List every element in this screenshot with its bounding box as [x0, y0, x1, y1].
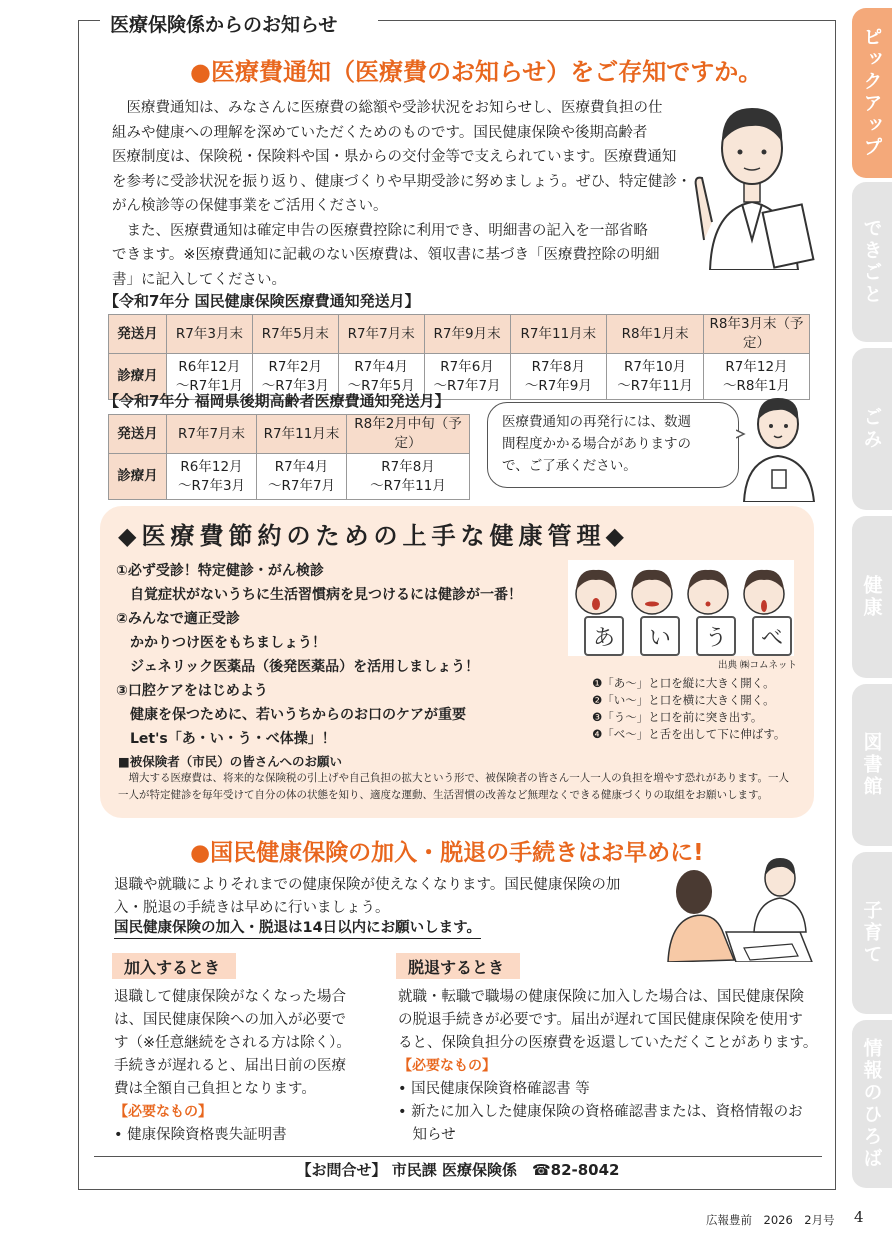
leave-need-label: 【必要なもの】 — [398, 1058, 496, 1074]
tab-info[interactable] — [852, 1020, 892, 1188]
leave-need-item: • 新たに加入した健康保険の資格確認書または、資格情報のお — [398, 1104, 803, 1120]
notice-line: がん検診等の保健事業をご活用ください。 — [112, 198, 388, 214]
notice-line: 医療制度は、保険税・保険料や国・県からの交付金等で支えられています。医療費通知 — [112, 149, 677, 165]
aiube-letter: あ — [584, 616, 624, 656]
leave-line: 就職・転職で職場の健康保険に加入した場合は、国民健康保険 — [398, 989, 804, 1005]
health-item: 自覚症状がないうちに生活習慣病を見つけるには健診が一番！ — [116, 587, 522, 603]
image-source: 出典 ㈱コムネット — [718, 660, 798, 671]
aiube-step: ❶「あ〜」と口を縦に大きく開く。 — [592, 676, 775, 690]
request-body — [118, 770, 808, 804]
table-header-cell: R8年1月末 — [607, 315, 704, 354]
tab-label: 子育て — [860, 900, 883, 966]
notice-line: 組みや健康への理解を深めていただくためのものです。国民健康保険や後期高齢者 — [112, 124, 648, 141]
aiube-letter: べ — [752, 616, 792, 656]
contact-info: 【お問合せ】 市民課 医療保険係 ☎82-8042 — [94, 1156, 822, 1180]
join-need-label: 【必要なもの】 — [114, 1104, 212, 1120]
table-header-cell: R7年7月末 — [338, 315, 424, 354]
procedures-heading: ●国民健康保険の加入・脱退の手続きはお早めに! — [190, 840, 704, 866]
frame-top-line — [78, 20, 100, 21]
health-item: Let's「あ・い・う・べ体操」！ — [116, 731, 336, 747]
staff-illustration — [736, 390, 818, 502]
section-title: 医療保険係からのお知らせ — [110, 14, 338, 36]
join-need-item: • 健康保険資格喪失証明書 — [114, 1127, 287, 1143]
table2 — [108, 414, 470, 500]
table-row — [109, 454, 470, 500]
join-line: 費は全額自己負担となります。 — [114, 1081, 316, 1097]
table-cell: R7年10月 ～R7年11月 — [607, 354, 704, 400]
join-label: 加入するとき — [112, 953, 236, 979]
table-cell: R7年8月 ～R7年11月 — [347, 454, 470, 500]
counter-illustration — [664, 852, 814, 962]
join-line: 退職して健康保険がなくなった場合 — [114, 989, 346, 1005]
leave-body — [398, 986, 818, 1147]
table-cell: R6年12月 ～R7年3月 — [167, 454, 257, 500]
health-item: ③口腔ケアをはじめよう — [116, 683, 268, 699]
aiube-letter: う — [696, 616, 736, 656]
aiube-step: ❷「い〜」と口を横に大きく開く。 — [592, 693, 775, 707]
table-row-label: 診療月 — [109, 354, 167, 400]
aiube-letter: い — [640, 616, 680, 656]
aiube-step: ❹「べ〜」と舌を出して下に伸ばす。 — [592, 727, 786, 741]
leave-need-item: • 国民健康保険資格確認書 等 — [398, 1081, 590, 1097]
table-header-cell: 発送月 — [109, 415, 167, 454]
notice-line: を参考に受診状況を振り返り、健康づくりや早期受診に努めましょう。ぜひ、特定健診・ — [112, 173, 692, 190]
tab-library[interactable] — [852, 684, 892, 846]
tab-childcare[interactable] — [852, 852, 892, 1014]
health-item: ②みんなで適正受診 — [116, 611, 240, 627]
tab-label: 健康 — [860, 575, 883, 619]
bubble-line: で、ご了承ください。 — [502, 458, 637, 474]
tab-label: できごと — [860, 218, 883, 306]
table-header-cell: 発送月 — [109, 315, 167, 354]
tab-garbage[interactable] — [852, 348, 892, 510]
table-row — [109, 415, 470, 454]
health-title: ◆医療費節約のための上手な健康管理◆ — [118, 522, 629, 550]
notice-line: 書」に記入してください。 — [112, 271, 286, 288]
bubble-line: 医療費通知の再発行には、数週 — [502, 414, 691, 430]
request-line: 増大する医療費は、将来的な保険税の引上げや自己負担の拡大という形で、被保険者の皆さん一人一人の負担を増やす恐れがあります。一人 — [118, 772, 789, 784]
table-row-label: 診療月 — [109, 454, 167, 500]
reissue-bubble — [487, 402, 739, 488]
table-header-cell: R7年7月末 — [167, 415, 257, 454]
join-line: す（※任意継続をされる方は除く）。 — [114, 1035, 351, 1051]
health-item: ①必ず受診！特定健診・がん検診 — [116, 563, 324, 579]
leave-line: の脱退手続きが必要です。届出が遅れて国民健康保険を使用す — [398, 1012, 803, 1028]
deadline-emphasis: 国民健康保険の加入・脱退は14日以内にお願いします。 — [114, 918, 481, 939]
table-cell: R7年4月 ～R7年7月 — [257, 454, 347, 500]
table-cell: R7年6月 ～R7年7月 — [424, 354, 510, 400]
table-header-cell: R7年9月末 — [424, 315, 510, 354]
tab-health[interactable] — [852, 516, 892, 678]
table-cell: R7年8月 ～R7年9月 — [510, 354, 607, 400]
notice-heading: ●医療費通知（医療費のお知らせ）をご存知ですか。 — [190, 58, 763, 86]
table-row — [109, 315, 810, 354]
table-cell: R7年12月 ～R8年1月 — [704, 354, 810, 400]
notice-line: できます。※医療費通知に記載のない医療費は、領収書に基づき「医療費控除の明細 — [112, 247, 660, 263]
health-item: 健康を保つために、若いうちからのお口のケアが重要 — [116, 707, 466, 723]
frame-top-line — [378, 20, 836, 21]
table-header-cell: R8年2月中旬（予定） — [347, 415, 470, 454]
notice-line: また、医療費通知は確定申告の医療費控除に利用でき、明細書の記入を一部省略 — [112, 222, 648, 239]
publication-name: 広報豊前 2026 2月号 — [706, 1213, 835, 1227]
table-header-cell: R7年11月末 — [257, 415, 347, 454]
leave-label: 脱退するとき — [396, 953, 520, 979]
notice-line: 医療費通知は、みなさんに医療費の総額や受診状況をお知らせし、医療費負担の仕 — [112, 100, 663, 116]
join-line: は、国民健康保険への加入が必要で — [114, 1012, 346, 1028]
request-title: ■被保険者（市民）の皆さんへのお願い — [118, 754, 343, 769]
kids-faces — [568, 560, 794, 620]
health-item: かかりつけ医をもちましょう！ — [116, 635, 326, 651]
tab-label: 図書館 — [860, 732, 883, 798]
bubble-line: 間程度かかる場合がありますの — [502, 436, 691, 452]
table1 — [108, 314, 810, 400]
join-line: 手続きが遅れると、届出日前の医療 — [114, 1058, 346, 1074]
tab-events[interactable] — [852, 182, 892, 342]
join-body — [114, 986, 364, 1147]
aiube-step: ❸「う〜」と口を前に突き出す。 — [592, 710, 763, 724]
leave-need-item: 知らせ — [398, 1127, 456, 1143]
table-header-cell: R8年3月末（予定） — [704, 315, 810, 354]
table1-caption: 【令和7年分 国民健康保険医療費通知発送月】 — [104, 292, 420, 310]
doctor-illustration — [690, 90, 820, 270]
tab-label: ピックアップ — [860, 27, 883, 159]
health-item: ジェネリック医薬品（後発医薬品）を活用しましょう！ — [116, 659, 480, 675]
table-cell: R6年12月 ～R7年1月 — [167, 354, 253, 400]
intro-line: 入・脱退の手続きは早めに行いましょう。 — [114, 900, 390, 916]
leave-line: ると、保険負担分の医療費を返還していただくことがあります。 — [398, 1035, 818, 1051]
table-header-cell: R7年3月末 — [167, 315, 253, 354]
page-number: 4 — [854, 1208, 864, 1226]
table-cell: R7年2月 ～R7年3月 — [252, 354, 338, 400]
tab-label: ごみ — [860, 407, 883, 451]
table-cell: R7年4月 ～R7年5月 — [338, 354, 424, 400]
tab-label: 情報のひろば — [860, 1038, 883, 1170]
notice-body — [112, 96, 692, 292]
procedures-intro — [114, 874, 654, 920]
request-line: 一人が特定健診を毎年受けて自分の体の状態を知り、適度な運動、生活習慣の改善など無理なくできる健康づくりの取組をお願いします。 — [118, 789, 769, 801]
table-header-cell: R7年5月末 — [252, 315, 338, 354]
intro-line: 退職や就職によりそれまでの健康保険が使えなくなります。国民健康保険の加 — [114, 877, 621, 893]
table-header-cell: R7年11月末 — [510, 315, 607, 354]
tab-pickup[interactable] — [852, 8, 892, 178]
table2-caption: 【令和7年分 福岡県後期高齢者医療費通知発送月】 — [104, 392, 450, 410]
